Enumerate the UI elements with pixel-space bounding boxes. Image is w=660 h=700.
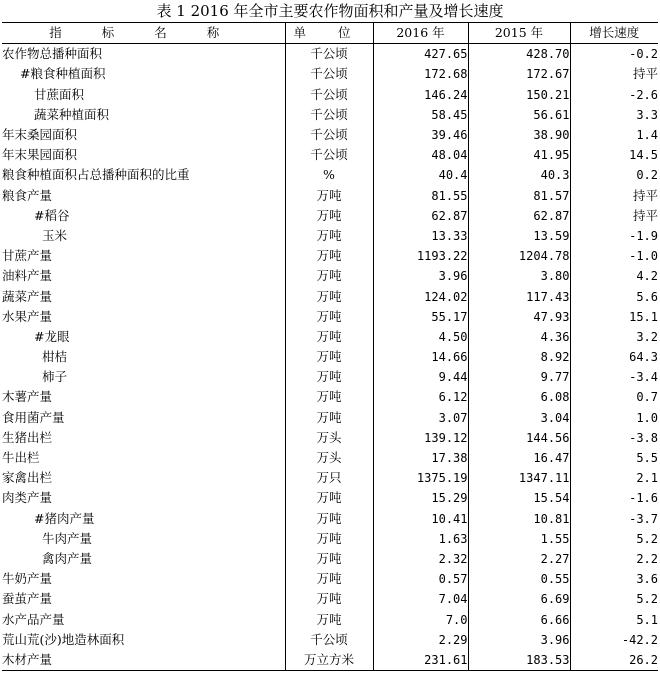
row-unit: 千公顷 <box>285 85 373 105</box>
row-unit: 万吨 <box>285 206 373 226</box>
row-value-2015: 16.47 <box>468 448 570 468</box>
row-unit: 万头 <box>285 428 373 448</box>
row-value-2015: 144.56 <box>468 428 570 448</box>
row-growth-rate: 26.2 <box>570 650 658 671</box>
table-row <box>2 125 658 145</box>
table-row <box>2 609 658 629</box>
row-growth-rate: -1.0 <box>629 249 658 264</box>
table-row <box>2 105 658 125</box>
table-row <box>2 488 658 508</box>
row-growth-rate: 持平 <box>632 207 658 223</box>
row-value-2015: 6.08 <box>468 387 570 407</box>
header-growth-rate: 增长速度 <box>570 23 658 44</box>
row-growth-rate: -1.9 <box>629 228 658 243</box>
row-value-2015: 9.77 <box>468 367 570 387</box>
row-name: 蔬菜种植面积 <box>2 105 285 125</box>
row-growth-rate: 5.2 <box>636 531 658 546</box>
row-name: #粮食种植面积 <box>2 64 285 84</box>
table-row <box>2 569 658 589</box>
header-indicator-name: 指 标 名 称 <box>2 23 285 44</box>
table-row <box>2 327 658 347</box>
row-value-2015: 62.87 <box>468 206 570 226</box>
row-unit: 万吨 <box>285 509 373 529</box>
row-value-2015: 1.55 <box>468 529 570 549</box>
row-value-2016: 7.04 <box>373 589 468 609</box>
row-value-2015: 428.70 <box>468 44 570 65</box>
row-unit: 万立方米 <box>285 650 373 671</box>
row-name: 荒山荒(沙)地造林面积 <box>2 630 285 650</box>
row-name: 牛肉产量 <box>2 529 285 549</box>
row-name: 牛出栏 <box>2 448 285 468</box>
table-row <box>2 387 658 407</box>
row-value-2016: 14.66 <box>373 347 468 367</box>
row-name: 食用菌产量 <box>2 408 285 428</box>
row-unit: 万吨 <box>285 347 373 367</box>
row-growth-rate: -3.8 <box>629 430 658 445</box>
row-value-2016: 81.55 <box>373 186 468 206</box>
table-title: 表 1 2016 年全市主要农作物面积和产量及增长速度 <box>156 2 504 20</box>
row-unit: 千公顷 <box>285 630 373 650</box>
row-growth-rate: 5.1 <box>636 612 658 627</box>
row-unit: 万只 <box>285 468 373 488</box>
row-growth-rate: 0.2 <box>636 168 658 183</box>
row-value-2015: 56.61 <box>468 105 570 125</box>
table-row <box>2 630 658 650</box>
row-unit: 万吨 <box>285 529 373 549</box>
row-value-2016: 48.04 <box>373 145 468 165</box>
row-unit: 万吨 <box>285 286 373 306</box>
row-growth-rate: -3.4 <box>629 370 658 385</box>
row-name: 农作物总播种面积 <box>2 44 285 65</box>
header-row <box>2 23 658 44</box>
row-value-2016: 10.41 <box>373 509 468 529</box>
row-value-2016: 6.12 <box>373 387 468 407</box>
row-name: 年末桑园面积 <box>2 125 285 145</box>
row-value-2015: 150.21 <box>468 85 570 105</box>
row-growth-rate: 1.4 <box>636 128 658 143</box>
row-value-2015: 8.92 <box>468 347 570 367</box>
row-value-2015: 38.90 <box>468 125 570 145</box>
row-value-2015: 3.80 <box>468 266 570 286</box>
table-row <box>2 367 658 387</box>
row-growth-rate: 4.2 <box>636 269 658 284</box>
row-value-2015: 4.36 <box>468 327 570 347</box>
row-growth-rate: -1.6 <box>629 491 658 506</box>
row-value-2015: 1347.11 <box>468 468 570 488</box>
row-value-2016: 39.46 <box>373 125 468 145</box>
table-row <box>2 206 658 226</box>
row-name: 蔬菜产量 <box>2 286 285 306</box>
row-name: 水果产量 <box>2 307 285 327</box>
row-value-2015: 81.57 <box>468 186 570 206</box>
table-row <box>2 408 658 428</box>
row-growth-rate: 14.5 <box>629 148 658 163</box>
row-unit: 千公顷 <box>285 125 373 145</box>
row-unit: 万吨 <box>285 387 373 407</box>
row-unit: 千公顷 <box>285 44 373 65</box>
row-unit: 万吨 <box>285 327 373 347</box>
row-growth-rate: -42.2 <box>621 632 658 647</box>
row-value-2016: 13.33 <box>373 226 468 246</box>
row-value-2016: 146.24 <box>373 85 468 105</box>
row-value-2015: 3.96 <box>468 630 570 650</box>
row-value-2016: 3.07 <box>373 408 468 428</box>
row-value-2016: 55.17 <box>373 307 468 327</box>
row-name: 蚕茧产量 <box>2 589 285 609</box>
row-value-2016: 40.4 <box>373 165 468 185</box>
row-value-2016: 427.65 <box>373 44 468 65</box>
row-value-2016: 0.57 <box>373 569 468 589</box>
row-growth-rate: 2.1 <box>636 471 658 486</box>
row-value-2016: 124.02 <box>373 286 468 306</box>
row-unit: 万吨 <box>285 307 373 327</box>
row-name: 油料产量 <box>2 266 285 286</box>
row-name: 玉米 <box>2 226 285 246</box>
row-growth-rate: 5.2 <box>636 592 658 607</box>
row-value-2015: 6.66 <box>468 609 570 629</box>
table-row <box>2 165 658 185</box>
row-name: #猪肉产量 <box>2 509 285 529</box>
table-row <box>2 509 658 529</box>
row-value-2015: 172.67 <box>468 64 570 84</box>
table-body <box>2 44 658 671</box>
table-row <box>2 307 658 327</box>
row-value-2016: 1.63 <box>373 529 468 549</box>
row-value-2015: 13.59 <box>468 226 570 246</box>
table-row <box>2 246 658 266</box>
table-header <box>2 23 658 44</box>
row-name: 年末果园面积 <box>2 145 285 165</box>
row-value-2015: 3.04 <box>468 408 570 428</box>
row-unit: 万吨 <box>285 549 373 569</box>
row-unit: 万吨 <box>285 246 373 266</box>
row-name: 木薯产量 <box>2 387 285 407</box>
header-unit: 单 位 <box>285 23 373 44</box>
table-row <box>2 145 658 165</box>
row-value-2016: 62.87 <box>373 206 468 226</box>
row-name: 柿子 <box>2 367 285 387</box>
table-row <box>2 85 658 105</box>
row-name: 柑桔 <box>2 347 285 367</box>
header-2015: 2015 年 <box>468 23 570 44</box>
row-value-2015: 183.53 <box>468 650 570 671</box>
table-row <box>2 529 658 549</box>
row-value-2016: 231.61 <box>373 650 468 671</box>
row-growth-rate: 5.6 <box>636 289 658 304</box>
row-unit: 万吨 <box>285 488 373 508</box>
table-row <box>2 266 658 286</box>
row-unit: 千公顷 <box>285 64 373 84</box>
row-unit: 万吨 <box>285 186 373 206</box>
row-growth-rate: 持平 <box>632 187 658 203</box>
row-name: 甘蔗产量 <box>2 246 285 266</box>
table-row <box>2 226 658 246</box>
row-name: 木材产量 <box>2 650 285 671</box>
row-name: 生猪出栏 <box>2 428 285 448</box>
row-unit: 千公顷 <box>285 105 373 125</box>
row-value-2016: 2.32 <box>373 549 468 569</box>
row-growth-rate: 2.2 <box>636 551 658 566</box>
table-row <box>2 448 658 468</box>
row-unit: 万吨 <box>285 367 373 387</box>
row-unit: 万吨 <box>285 408 373 428</box>
statistics-table <box>2 22 658 671</box>
row-value-2016: 139.12 <box>373 428 468 448</box>
row-value-2015: 1204.78 <box>468 246 570 266</box>
row-value-2016: 4.50 <box>373 327 468 347</box>
row-value-2016: 172.68 <box>373 64 468 84</box>
table-row <box>2 186 658 206</box>
row-value-2016: 15.29 <box>373 488 468 508</box>
row-name: 甘蔗面积 <box>2 85 285 105</box>
row-unit: 万吨 <box>285 589 373 609</box>
row-value-2015: 10.81 <box>468 509 570 529</box>
row-growth-rate: 1.0 <box>636 410 658 425</box>
row-value-2016: 2.29 <box>373 630 468 650</box>
table-row <box>2 589 658 609</box>
row-value-2015: 117.43 <box>468 286 570 306</box>
table-row <box>2 44 658 65</box>
table-row <box>2 468 658 488</box>
row-unit: 万吨 <box>285 226 373 246</box>
row-name: 肉类产量 <box>2 488 285 508</box>
row-name: 牛奶产量 <box>2 569 285 589</box>
row-growth-rate: 0.7 <box>636 390 658 405</box>
row-growth-rate: 3.2 <box>636 329 658 344</box>
table-row <box>2 650 658 671</box>
row-unit: 万头 <box>285 448 373 468</box>
row-unit: 万吨 <box>285 266 373 286</box>
row-growth-rate: 64.3 <box>629 350 658 365</box>
row-name: 粮食产量 <box>2 186 285 206</box>
row-value-2016: 7.0 <box>373 609 468 629</box>
row-name: #稻谷 <box>2 206 285 226</box>
table-row <box>2 347 658 367</box>
table-row <box>2 64 658 84</box>
row-growth-rate: 5.5 <box>636 451 658 466</box>
row-unit: 万吨 <box>285 609 373 629</box>
row-unit: 万吨 <box>285 569 373 589</box>
row-growth-rate: -0.2 <box>629 47 658 62</box>
row-name: 家禽出栏 <box>2 468 285 488</box>
row-growth-rate: 3.3 <box>636 107 658 122</box>
row-value-2016: 17.38 <box>373 448 468 468</box>
row-name: #龙眼 <box>2 327 285 347</box>
row-value-2016: 9.44 <box>373 367 468 387</box>
table-row <box>2 428 658 448</box>
row-growth-rate: -3.7 <box>629 511 658 526</box>
row-value-2015: 47.93 <box>468 307 570 327</box>
header-2016: 2016 年 <box>373 23 468 44</box>
row-name: 禽肉产量 <box>2 549 285 569</box>
row-value-2015: 40.3 <box>468 165 570 185</box>
row-growth-rate: 3.6 <box>636 572 658 587</box>
row-value-2016: 58.45 <box>373 105 468 125</box>
table-row <box>2 549 658 569</box>
table-row <box>2 286 658 306</box>
row-value-2015: 2.27 <box>468 549 570 569</box>
row-value-2015: 0.55 <box>468 569 570 589</box>
row-unit: 千公顷 <box>285 145 373 165</box>
row-value-2015: 41.95 <box>468 145 570 165</box>
row-value-2015: 6.69 <box>468 589 570 609</box>
row-value-2016: 3.96 <box>373 266 468 286</box>
row-name: 粮食种植面积占总播种面积的比重 <box>2 165 285 185</box>
row-name: 水产品产量 <box>2 609 285 629</box>
row-value-2015: 15.54 <box>468 488 570 508</box>
row-growth-rate: 15.1 <box>629 309 658 324</box>
row-growth-rate: -2.6 <box>629 87 658 102</box>
row-unit: % <box>285 165 373 185</box>
row-growth-rate: 持平 <box>632 66 658 82</box>
row-value-2016: 1193.22 <box>373 246 468 266</box>
row-value-2016: 1375.19 <box>373 468 468 488</box>
